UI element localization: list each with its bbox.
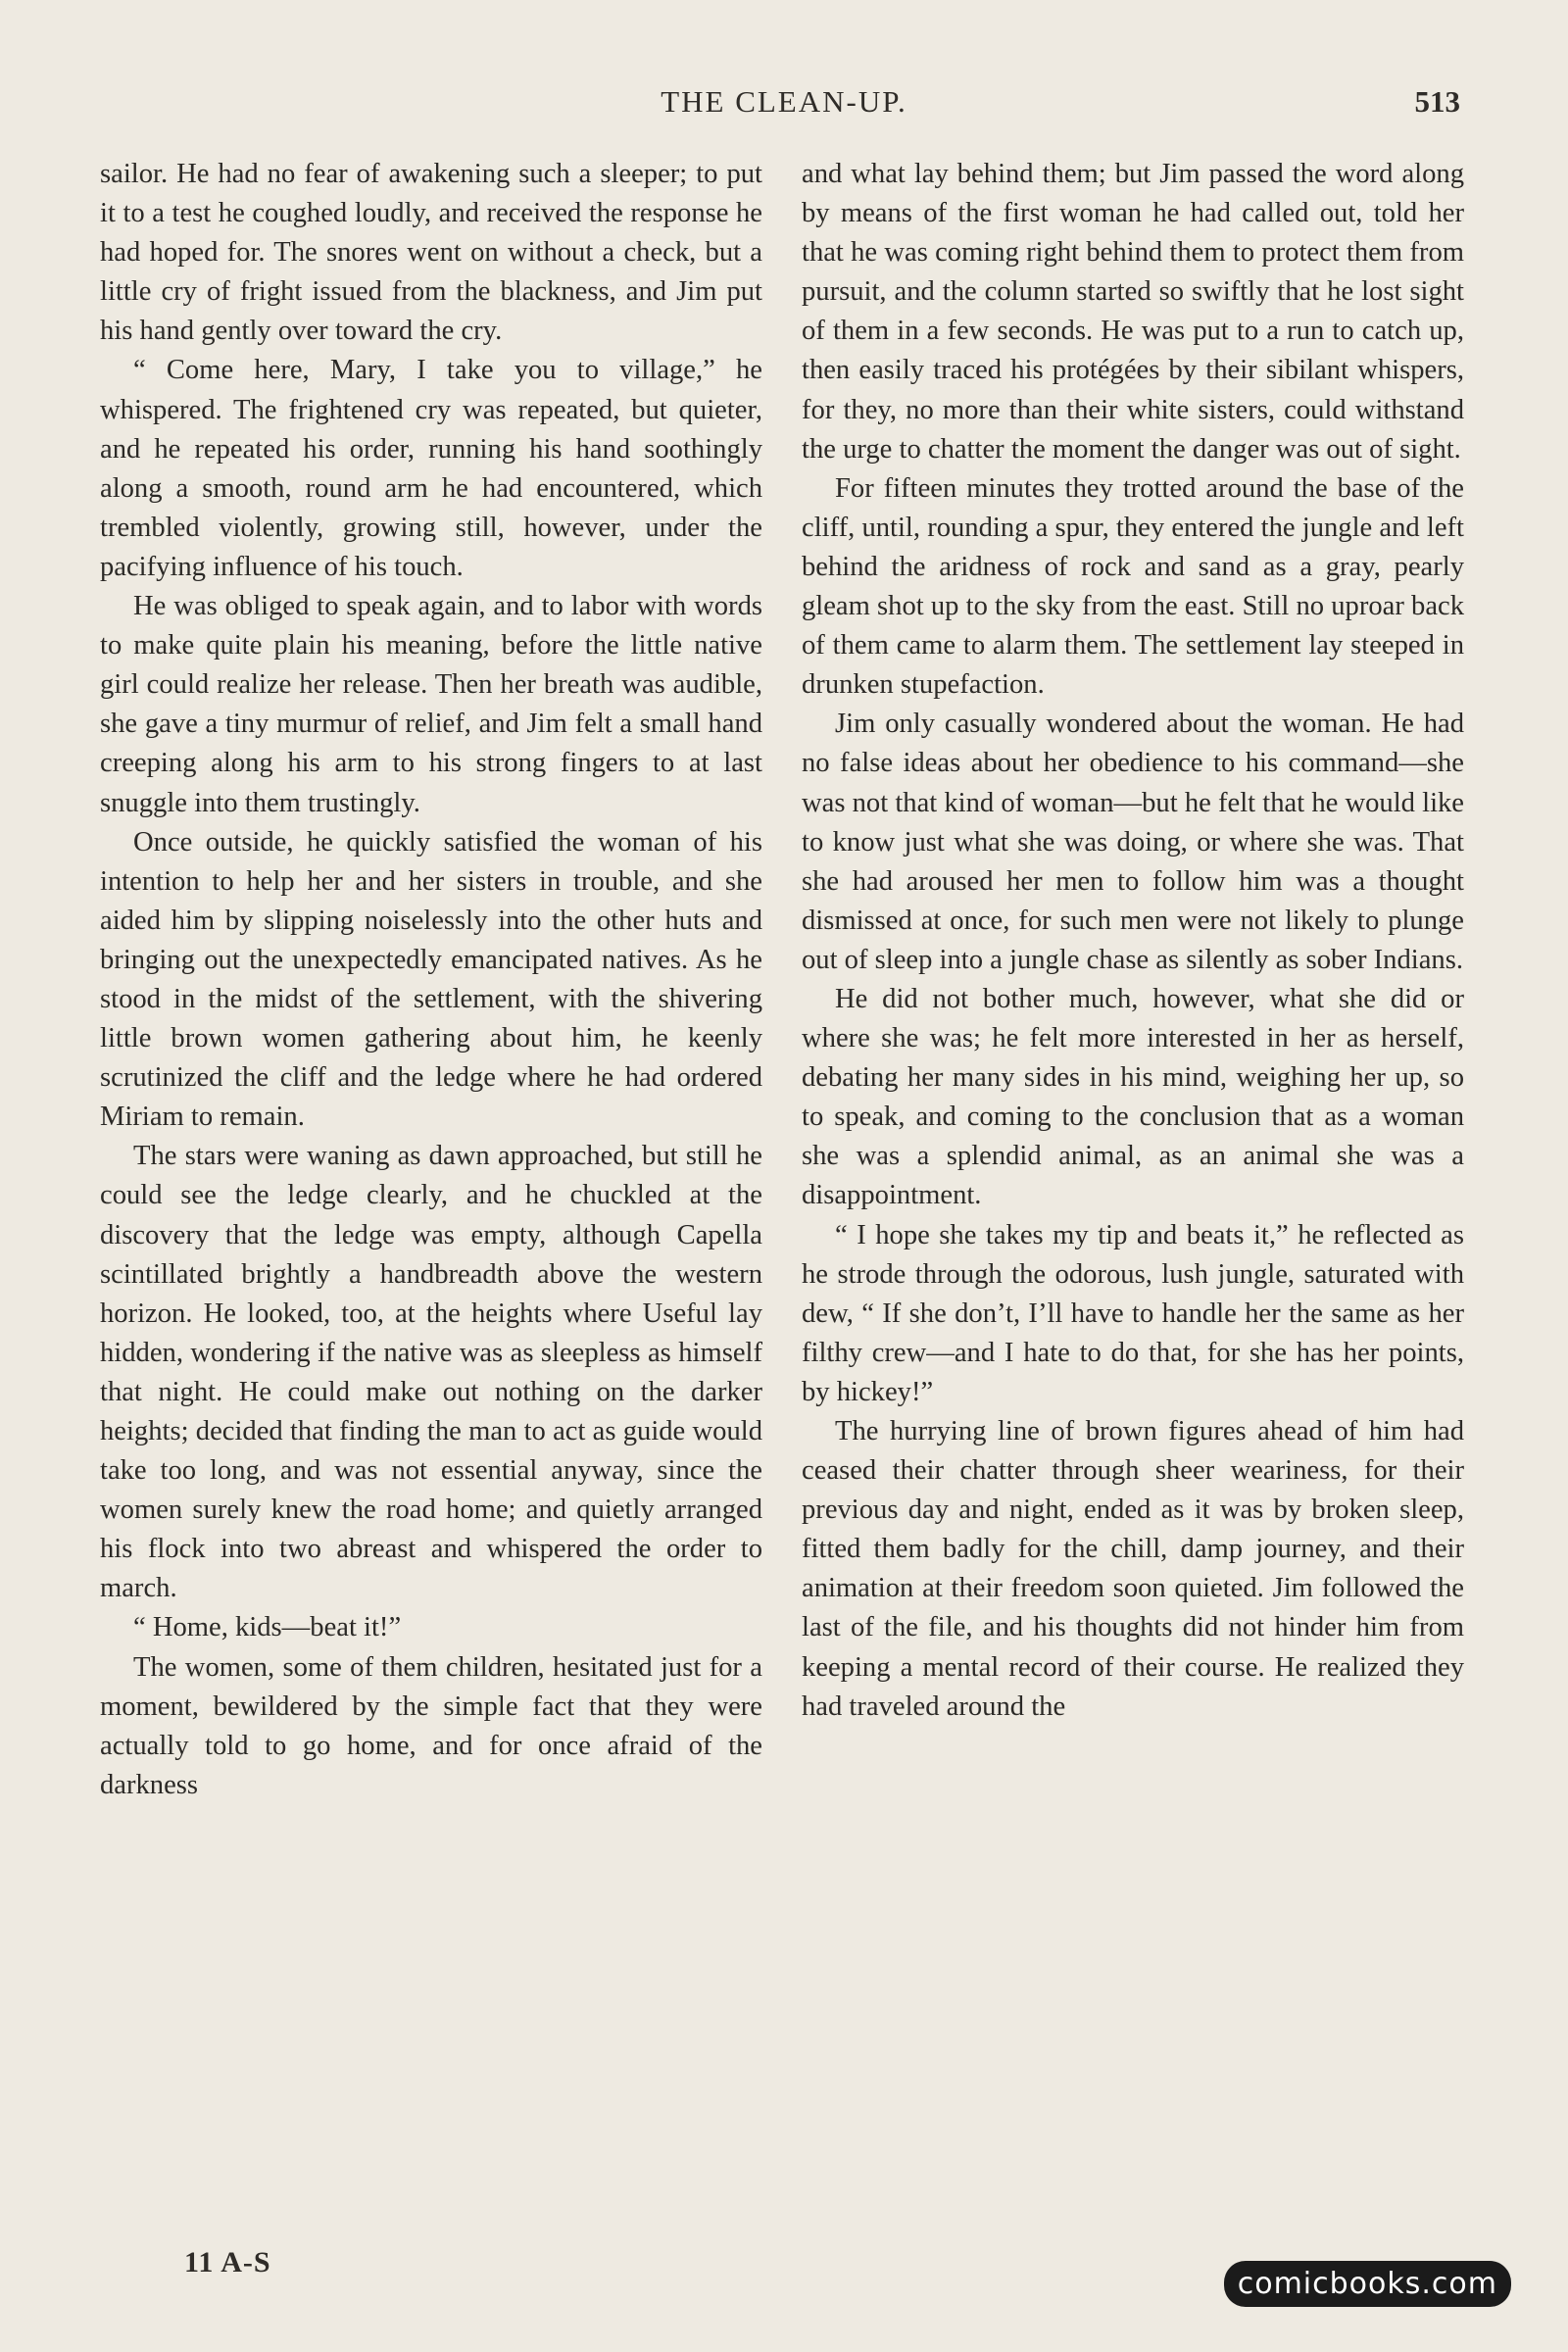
paragraph: and what lay behind them; but Jim passed the word along by means of the first woman he had called out, told her that he was coming right behind them to protect them from pursuit, and the column started so swiftly that he lost sight of them in a few seconds. He was put to a run to catch up, then easily traced his protégées by their sibilant whispers, for they, no more than their white sisters, could withstand the urge to chatter the moment the danger was out of sight.	[802, 159, 1464, 465]
paragraph: The women, some of them children, hesitated just for a moment, bewildered by the simple fact that they were actually told to go home, and for once afraid of the darkness	[100, 1651, 762, 1800]
paragraph: Once outside, he quickly satisfied the woman of his intention to help her and her sisters in trouble, and she aided him by slipping noiselessly into the other huts and bringing out the unexpectedly emancipated natives. As he stood in the midst of the settlement, with the shivering little brown women gathering about him, he keenly scrutinized the cliff and the ledge where he had ordered Miriam to remain.	[100, 826, 762, 1133]
paragraph: He did not bother much, however, what she did or where she was; he felt more interested in her as herself, debating her many sides in his mind, weighing her up, so to speak, and coming to the conclusion that as a woman she was a splendid animal, as an animal she was a disappointment.	[802, 983, 1464, 1211]
paragraph: “ Come here, Mary, I take you to village,” he whispered. The frightened cry was repeated, but quieter, and he repeated his order, running his hand soothingly along a smooth, round arm he had encountered, which trembled violently, growing still, however, under the pacifying influence of his touch.	[100, 355, 762, 582]
paragraph: “ Home, kids—beat it!”	[133, 1612, 402, 1643]
right-column	[802, 155, 1464, 1727]
signature-mark: 11 A-S	[184, 2246, 271, 2278]
left-column	[100, 155, 762, 1805]
paragraph: For fifteen minutes they trotted around the base of the cliff, until, rounding a spur, they entered the jungle and left behind the aridness of rock and sand as a gray, pearly gleam shot up to the sky from the east. Still no uproar back of them came to alarm them. The settlement lay steeped in drunken stupefaction.	[802, 472, 1464, 701]
paragraph: “ I hope she takes my tip and beats it,” he reflected as he strode through the odorous, lush jungle, saturated with dew, “ If she don’t, I’ll have to handle her the same as her filthy crew—and I hate to do that, for she has her points, by hickey!”	[802, 1219, 1464, 1407]
paragraph: The hurrying line of brown figures ahead of him had ceased their chatter through sheer weariness, for their previous day and night, ended as it was by broken sleep, fitted them badly for the chill, damp journey, and their animation at their freedom soon quieted. Jim followed the last of the file, and his thoughts did not hinder him from keeping a mental record of their course. He realized they had traveled around the	[802, 1416, 1464, 1722]
paragraph: Jim only casually wondered about the woman. He had no false ideas about her obedience to his command—she was not that kind of woman—but he felt that he would like to know just what she was doing, or where she was. That she had aroused her men to follow him was a thought dismissed at once, for such men were not likely to plunge out of sleep into a jungle chase as silently as sober Indians.	[802, 709, 1464, 975]
paragraph: sailor. He had no fear of awakening such a sleeper; to put it to a test he coughed loudly, and received the response he had hoped for. The snores went on without a check, but a little cry of fright issued from the blackness, and Jim put his hand gently over toward the cry.	[100, 159, 762, 347]
watermark-badge: comicbooks.com	[1224, 2261, 1511, 2307]
paragraph: The stars were waning as dawn approached, but still he could see the ledge clearly, and he chuckled at the discovery that the ledge was empty, although Capella scintillated brightly a handbreadth above the western horizon. He looked, too, at the heights where Useful lay hidden, wondering if the native was as sleepless as himself that night. He could make out nothing on the darker heights; decided that finding the man to act as guide would take too long, and was not essential anyway, since the women surely knew the road home; and quietly arranged his flock into two abreast and whispered the order to march.	[100, 1141, 762, 1604]
paragraph: He was obliged to speak again, and to labor with words to make quite plain his meaning, before the little native girl could realize her release. Then her breath was audible, she gave a tiny murmur of relief, and Jim felt a small hand creeping along his arm to his strong fingers to at last snuggle into them trustingly.	[100, 591, 762, 818]
running-title: THE CLEAN-UP.	[661, 84, 907, 119]
page-number: 513	[1414, 84, 1460, 119]
